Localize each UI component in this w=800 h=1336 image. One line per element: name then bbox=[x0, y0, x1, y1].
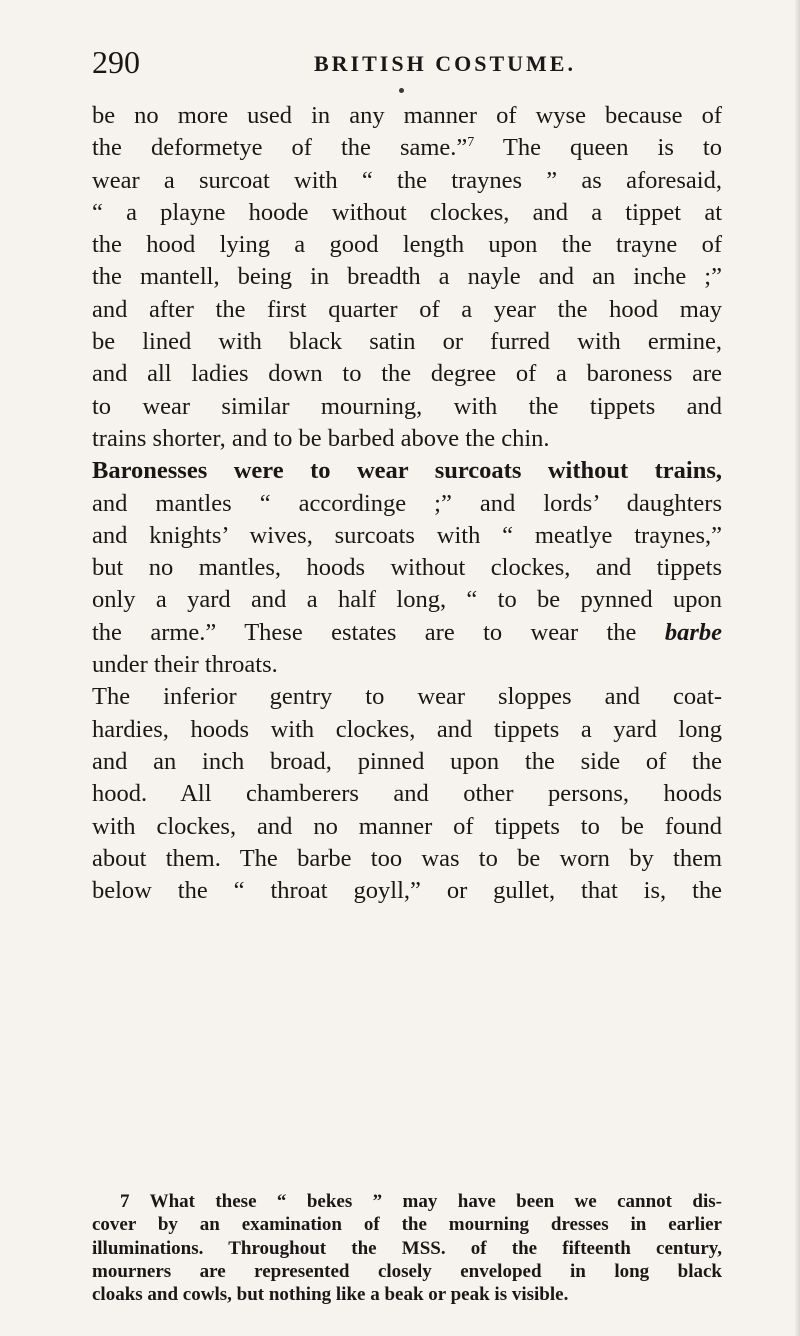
footnote-reference: 7 bbox=[467, 135, 475, 151]
page-header bbox=[92, 44, 712, 84]
footnote-line: mourners are represented closely enveloped in long black bbox=[92, 1260, 722, 1282]
text-line: the hood lying a good length upon the trayne of bbox=[92, 231, 722, 259]
text-line: about them. The barbe too was to be worn by them bbox=[92, 844, 722, 872]
text-line: “ a playne hoode without clockes, and a tippet at bbox=[92, 198, 722, 226]
text-line: wear a surcoat with “ the traynes ” as aforesaid, bbox=[92, 166, 722, 194]
page-edge-shadow bbox=[794, 0, 800, 1336]
text-line: be lined with black satin or furred with ermine, bbox=[92, 328, 722, 356]
italic-word-barbe: barbe bbox=[664, 618, 722, 646]
text-line: the mantell, being in breadth a nayle and an inche ;” bbox=[92, 263, 722, 291]
text-line-head: the arme.” These estates are to wear the bbox=[92, 618, 637, 646]
text-line bbox=[92, 617, 722, 649]
text-line-tail: The queen is to bbox=[502, 134, 722, 162]
text-line: with clockes, and no manner of tippets to be found bbox=[92, 812, 722, 840]
body-text bbox=[92, 100, 722, 907]
text-line: hardies, hoods with clockes, and tippets a yard long bbox=[92, 715, 722, 743]
footnote-line: cover by an examination of the mourning dresses in earlier bbox=[92, 1214, 722, 1236]
text-line: trains shorter, and to be barbed above the chin. bbox=[92, 424, 550, 452]
text-line: and knights’ wives, surcoats with “ meatlye traynes,” bbox=[92, 521, 722, 549]
footnote-line: cloaks and cowls, but nothing like a beak or peak is visible. bbox=[92, 1284, 569, 1306]
footnote-line: illuminations. Throughout the MSS. of the fifteenth century, bbox=[92, 1237, 722, 1259]
footnote-line bbox=[92, 1190, 722, 1213]
text-line: and mantles “ accordinge ;” and lords’ daughters bbox=[92, 489, 722, 517]
text-line: but no mantles, hoods without clockes, and tippets bbox=[92, 554, 722, 582]
text-line bbox=[92, 455, 722, 487]
text-line: and all ladies down to the degree of a baroness are bbox=[92, 360, 722, 388]
footnote-number: 7 bbox=[120, 1191, 130, 1212]
text-line: under their throats. bbox=[92, 651, 278, 679]
text-line: only a yard and a half long, “ to be pynned upon bbox=[92, 586, 722, 614]
running-title: BRITISH COSTUME. bbox=[314, 51, 576, 76]
page-number: 290 bbox=[92, 44, 140, 80]
footnote-line-text: What these “ bekes ” may have been we cannot dis- bbox=[149, 1191, 722, 1212]
text-line: and after the first quarter of a year the hood may bbox=[92, 295, 722, 323]
text-line: hood. All chamberers and other persons, hoods bbox=[92, 780, 722, 808]
text-line: and an inch broad, pinned upon the side of the bbox=[92, 747, 722, 775]
text-line: to wear similar mourning, with the tippets and bbox=[92, 392, 722, 420]
text-line: be no more used in any manner of wyse because of bbox=[92, 102, 722, 129]
text-line: below the “ throat goyll,” or gullet, that is, the bbox=[92, 877, 722, 905]
printer-mark-dot bbox=[399, 88, 404, 93]
text-line-head: the deformetye of the same.” bbox=[92, 134, 468, 162]
footnote bbox=[92, 1190, 722, 1306]
text-line bbox=[92, 132, 722, 164]
text-line: The inferior gentry to wear sloppes and coat- bbox=[92, 683, 722, 711]
text-line-content: Baronesses were to wear surcoats without trains, bbox=[92, 457, 722, 485]
